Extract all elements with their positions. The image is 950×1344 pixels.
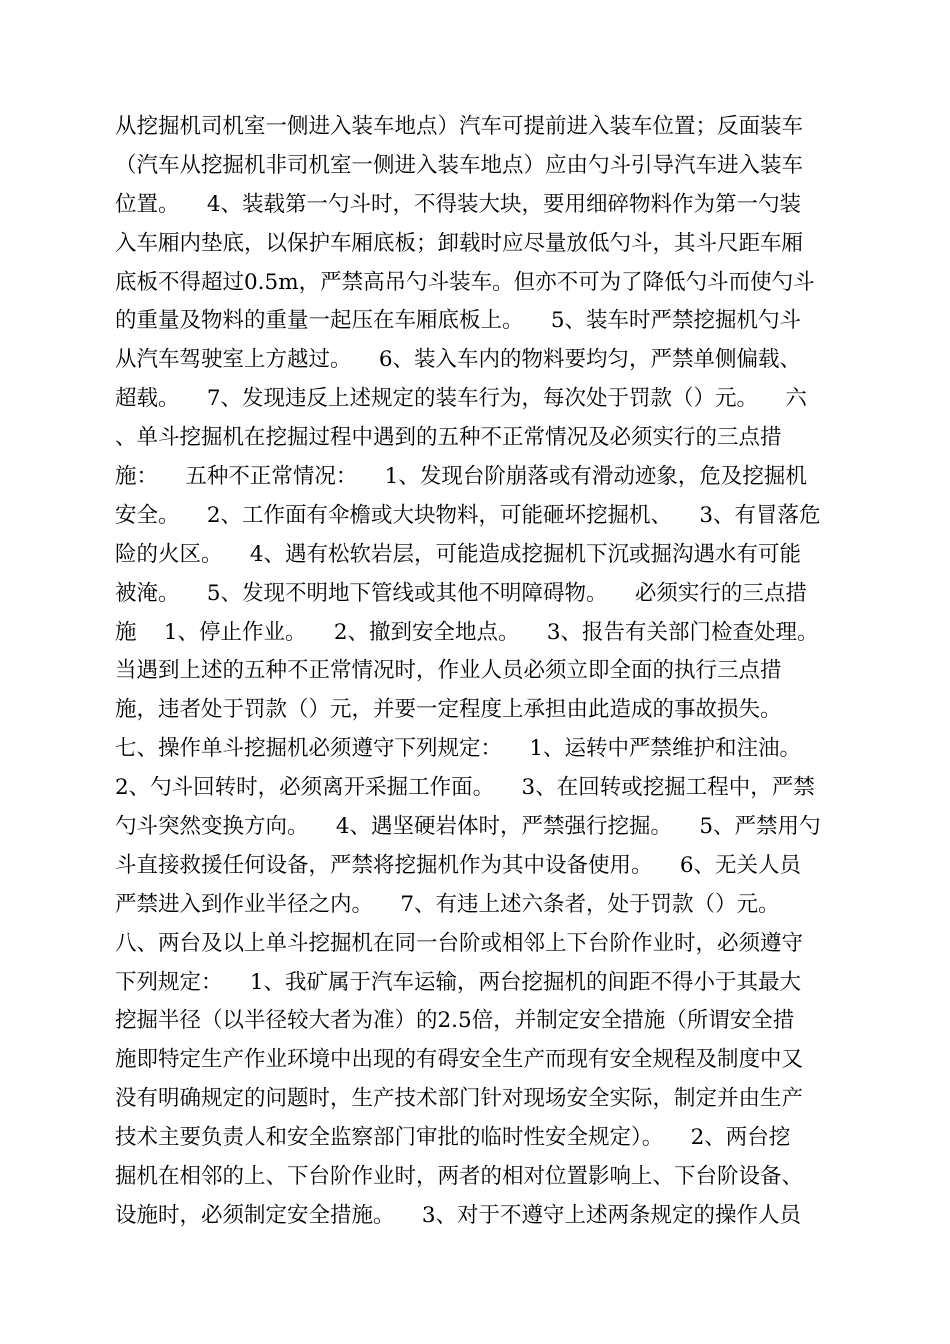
text-line: 从汽车驾驶室上方越过。 6、装入车内的物料要均匀，严禁单侧偏载、 [115, 347, 802, 373]
text-line: 技术主要负责人和安全监察部门审批的临时性安全规定）。 2、两台挖 [115, 1125, 791, 1151]
text-line: 、单斗挖掘机在挖掘过程中遇到的五种不正常情况及必须实行的三点措 [115, 425, 782, 451]
text-line: 八、两台及以上单斗挖掘机在同一台阶或相邻上下台阶作业时，必须遵守 [115, 930, 804, 956]
text-line: 入车厢内垫底，以保护车厢底板；卸载时应尽量放低勺斗，其斗尺距车厢 [115, 230, 804, 256]
body-text [115, 108, 835, 1236]
text-line: 严禁进入到作业半径之内。 7、有违上述六条者，处于罚款（）元。 [115, 891, 780, 917]
text-line: 挖掘半径（以半径较大者为准）的2.5倍，并制定安全措施（所谓安全措 [115, 1008, 795, 1034]
text-line: 超载。 7、发现违反上述规定的装车行为，每次处于罚款（）元。 六 [115, 386, 807, 412]
text-line: 施即特定生产作业环境中出现的有碍安全生产而现有安全规程及制度中又 [115, 1047, 804, 1073]
text-line: 斗直接救援任何设备，严禁将挖掘机作为其中设备使用。 6、无关人员 [115, 852, 802, 878]
text-line: 七、操作单斗挖掘机必须遵守下列规定： 1、运转中严禁维护和注油。 [115, 736, 802, 762]
text-line: 当遇到上述的五种不正常情况时，作业人员必须立即全面的执行三点措 [115, 658, 782, 684]
text-line: 从挖掘机司机室一侧进入装车地点）汽车可提前进入装车位置；反面装车 [115, 114, 804, 139]
text-line: 没有明确规定的问题时，生产技术部门针对现场安全实际，制定并由生产 [115, 1086, 804, 1112]
text-line: 位置。 4、装载第一勺斗时，不得装大块，要用细碎物料作为第一勺装 [115, 191, 802, 217]
text-line: 被淹。 5、发现不明地下管线或其他不明障碍物。 必须实行的三点措 [115, 580, 807, 606]
text-line: 2、勺斗回转时，必须离开采掘工作面。 3、在回转或挖掘工程中，严禁 [115, 775, 815, 801]
text-line: 设施时，必须制定安全措施。 3、对于不遵守上述两条规定的操作人员 [115, 1202, 802, 1228]
text-line: 安全。 2、工作面有伞檐或大块物料，可能砸坏挖掘机、 3、有冒落危 [115, 502, 821, 528]
text-line: 施，违者处于罚款（）元，并要一定程度上承担由此造成的事故损失。 [115, 697, 782, 723]
text-line: （汽车从挖掘机非司机室一侧进入装车地点）应由勺斗引导汽车进入装车 [115, 152, 804, 178]
text-line: 险的火区。 4、遇有松软岩层，可能造成挖掘机下沉或掘沟遇水有可能 [115, 541, 802, 567]
text-line: 下列规定： 1、我矿属于汽车运输，两台挖掘机的间距不得小于其最大 [115, 969, 802, 995]
text-line: 底板不得超过0.5m，严禁高吊勺斗装车。但亦不可为了降低勺斗而使勺斗 [115, 269, 815, 295]
text-line: 施 1、停止作业。 2、撤到安全地点。 3、报告有关部门检查处理。 [115, 619, 819, 645]
text-line: 掘机在相邻的上、下台阶作业时，两者的相对位置影响上、下台阶设备、 [115, 1164, 804, 1190]
text-line: 施： 五种不正常情况： 1、发现台阶崩落或有滑动迹象，危及挖掘机 [115, 464, 807, 490]
text-line: 的重量及物料的重量一起压在车厢底板上。 5、装车时严禁挖掘机勺斗 [115, 308, 802, 334]
text-line: 勺斗突然变换方向。 4、遇坚硬岩体时，严禁强行挖掘。 5、严禁用勺 [115, 814, 821, 840]
